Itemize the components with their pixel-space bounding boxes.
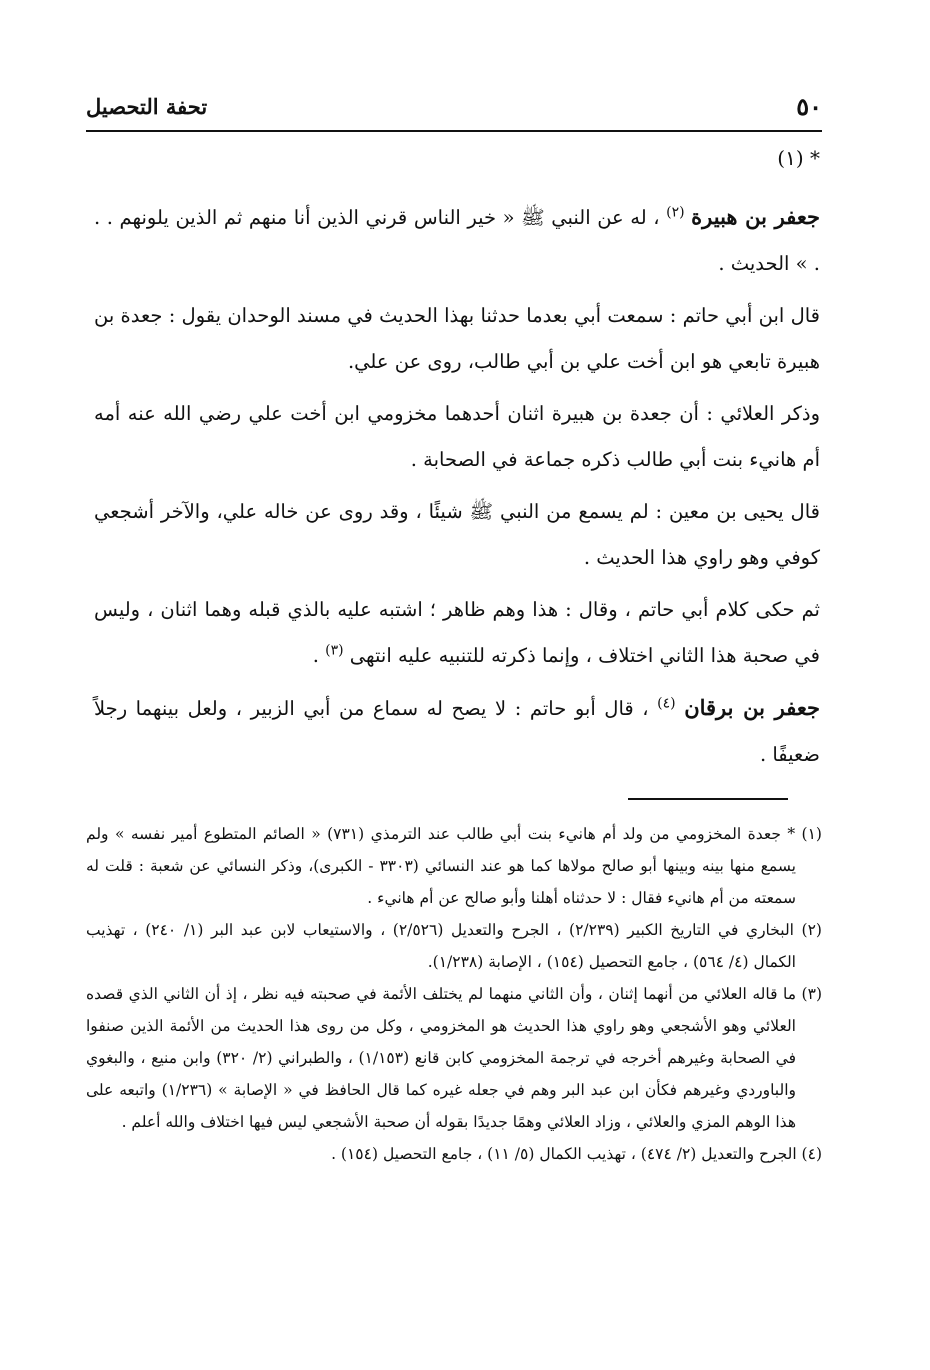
entry-text: ، قال أبو حاتم : لا يصح له سماع من أبي الزبير ، ولعل بينهما رجلاً ضعيفًا . xyxy=(94,697,820,766)
entry-paragraph xyxy=(94,685,820,778)
entry-name: جعفر بن برقان xyxy=(684,695,820,720)
paragraph: قال ابن أبي حاتم : سمعت أبي بعدما حدثنا بهذا الحديث في مسند الوحدان يقول : جعدة بن هبيرة تابعي هو ابن أخت علي بن أبي طالب، روى عن علي. xyxy=(94,304,820,373)
footnote: (٣) ما قاله العلائي من أنهما إثنان ، وأن الثاني منهما لم يختلف الأئمة في صحبته فيه نظر ، إذ أن الثاني الذي قصده العلائي وهو الأشجعي وهو راوي هذا الحديث هو المخزومي ، وكل من روى هذا الحديث من الأئمة الذين صنفوا في الصحابة وغيرهم أخرجه في ترجمة المخزومي كابن قانع (١/١٥٣) ، والطبراني (٢/ ٣٢٠) وابن منيع ، والبغوي والباوردي وغيرهم فكأن ابن عبد البر وهم في جعله غيره كما قال الحافظ في « الإصابة » (١/٢٣٦) واتبعه على هذا الوهم المزي والعلائي ، وزاد العلائي وهمًا جديدًا بقوله أن صحبة الأشجعي ليس فيها اختلاف والله أعلم . xyxy=(86,985,822,1131)
entry-text: ، له عن النبي ﷺ « خير الناس قرني الذين أنا منهم ثم الذين يلونهم . . . » الحديث . xyxy=(94,206,820,275)
paragraph: قال يحيى بن معين : لم يسمع من النبي ﷺ شيئًا ، وقد روى عن خاله علي، والآخر أشجعي كوفي وهو راوي هذا الحديث . xyxy=(94,500,820,569)
entry-paragraph xyxy=(94,194,820,287)
header-divider xyxy=(86,130,822,132)
footnote-ref: (٤) xyxy=(657,695,676,712)
footnote-divider xyxy=(628,798,788,800)
paragraph-text: ثم حكى كلام أبي حاتم ، وقال : هذا وهم ظاهر ؛ اشتبه عليه بالذي قبله وهما اثنان ، وليس في صحبة هذا الثاني اختلاف ، وإنما ذكرته للتنبيه عليه انتهى xyxy=(94,598,820,667)
main-text xyxy=(94,194,820,784)
running-title: تحفة التحصيل xyxy=(86,93,208,119)
entry-name: جعفر بن هبيرة xyxy=(691,204,820,229)
page-number: ٥٠ xyxy=(796,91,822,121)
footnote: (٢) البخاري في التاريخ الكبير (٢/٢٣٩) ، الجرح والتعديل (٢/٥٢٦) ، والاستيعاب لابن عبد البر (١/ ٢٤٠) ، تهذيب الكمال (٤/ ٥٦٤) ، جامع التحصيل (١٥٤) ، الإصابة (١/٢٣٨). xyxy=(86,921,822,971)
footnote-ref: (٢) xyxy=(666,204,685,221)
footnote-marker: * (١) xyxy=(777,146,820,170)
footnote: (١) * جعدة المخزومي من ولد أم هانيء بنت أبي طالب عند الترمذي (٧٣١) « الصائم المتطوع أمير نفسه » ولم يسمع منها بينه وبينها أبو صالح مولاها كما هو عند النسائي (٣٣٠٣ - الكبرى)، وذكر النسائي عن شعبة : قلت له سمعته من أم هانيء فقال : لا حدثناه أهلنا وأبو صالح عن أم هانيء . xyxy=(86,825,822,907)
footnotes xyxy=(86,818,822,1170)
paragraph: وذكر العلائي : أن جعدة بن هبيرة اثنان أحدهما مخزومي ابن أخت علي رضي الله عنه أمه أم هانيء بنت أبي طالب ذكره جماعة في الصحابة . xyxy=(94,402,820,471)
paragraph-end: . xyxy=(312,644,319,667)
footnote: (٤) الجرح والتعديل (٢/ ٤٧٤) ، تهذيب الكمال (٥/ ١١) ، جامع التحصيل (١٥٤) . xyxy=(331,1145,822,1163)
page-header xyxy=(86,88,822,124)
footnote-ref: (٣) xyxy=(325,642,344,659)
paragraph xyxy=(94,587,820,679)
